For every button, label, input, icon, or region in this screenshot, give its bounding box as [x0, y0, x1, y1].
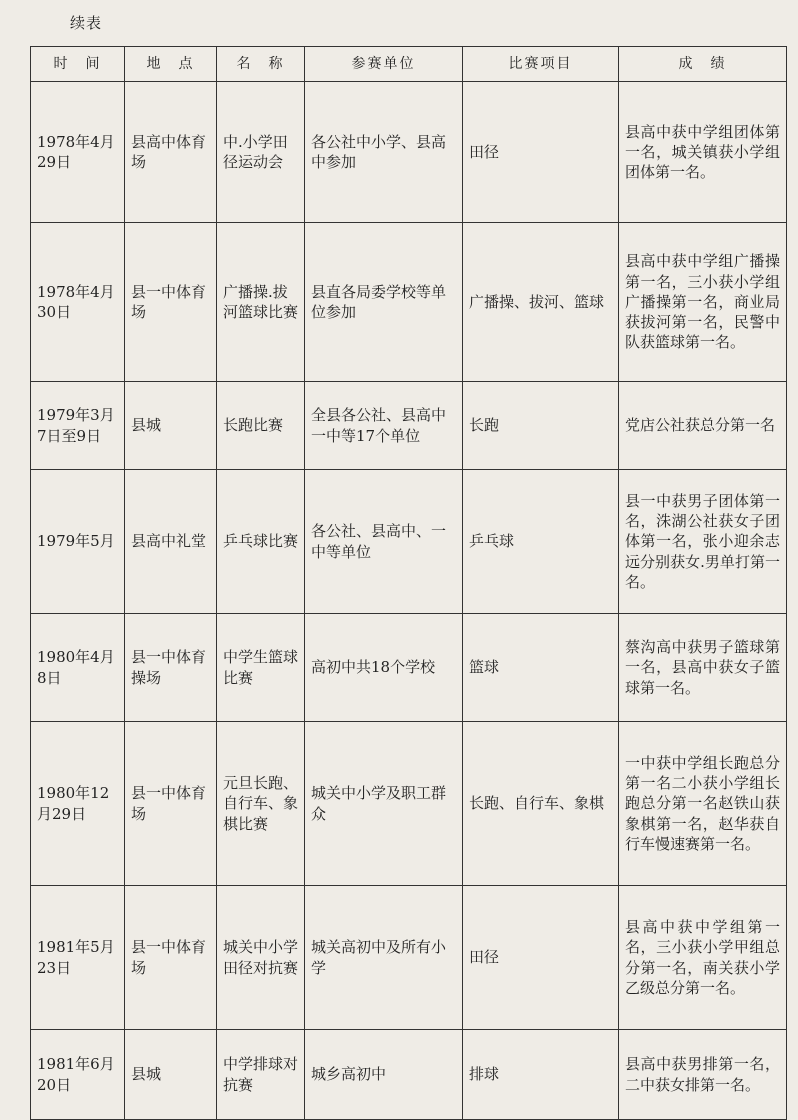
cell-units: 城关中小学及职工群众: [305, 722, 463, 886]
header-place: 地 点: [125, 47, 217, 82]
cell-result: 县高中获中学组广播操第一名，三小获小学组广播操第一名，商业局获拔河第一名，民警中队获篮球第一名。: [619, 223, 787, 382]
cell-event: 田径: [463, 886, 619, 1030]
table-row: [31, 223, 787, 382]
cell-units: 县直各局委学校等单位参加: [305, 223, 463, 382]
table-row: [31, 1030, 787, 1120]
cell-time: 1979年5月: [31, 470, 125, 614]
cell-units: 全县各公社、县高中一中等17个单位: [305, 382, 463, 470]
cell-time: 1979年3月7日至9日: [31, 382, 125, 470]
cell-name: 长跑比赛: [217, 382, 305, 470]
cell-name: 城关中小学田径对抗赛: [217, 886, 305, 1030]
cell-time: 1980年12月29日: [31, 722, 125, 886]
cell-result: 蔡沟高中获男子篮球第一名，县高中获女子篮球第一名。: [619, 614, 787, 722]
cell-place: 县一中体育场: [125, 886, 217, 1030]
cell-name: 中学排球对抗赛: [217, 1030, 305, 1120]
header-units: 参赛单位: [305, 47, 463, 82]
sports-events-table: [30, 46, 787, 1120]
header-result: 成 绩: [619, 47, 787, 82]
cell-event: 田径: [463, 82, 619, 223]
cell-units: 各公社中小学、县高中参加: [305, 82, 463, 223]
cell-time: 1978年4月30日: [31, 223, 125, 382]
table-row: [31, 382, 787, 470]
table-row: [31, 886, 787, 1030]
cell-event: 长跑: [463, 382, 619, 470]
cell-name: 广播操.拔河篮球比赛: [217, 223, 305, 382]
cell-units: 各公社、县高中、一中等单位: [305, 470, 463, 614]
cell-place: 县一中体育操场: [125, 614, 217, 722]
cell-name: 中.小学田径运动会: [217, 82, 305, 223]
table-row: [31, 470, 787, 614]
cell-result: 县一中获男子团体第一名，洙湖公社获女子团体第一名，张小迎余志远分别获女.男单打第一名。: [619, 470, 787, 614]
cell-time: 1980年4月8日: [31, 614, 125, 722]
cell-name: 中学生篮球比赛: [217, 614, 305, 722]
cell-place: 县城: [125, 382, 217, 470]
cell-time: 1981年5月23日: [31, 886, 125, 1030]
cell-name: 元旦长跑、自行车、象棋比赛: [217, 722, 305, 886]
cell-result: 一中获中学组长跑总分第一名二小获小学组长跑总分第一名赵铁山获象棋第一名，赵华获自行车慢速赛第一名。: [619, 722, 787, 886]
cell-result: 党店公社获总分第一名: [619, 382, 787, 470]
cell-event: 乒乓球: [463, 470, 619, 614]
table-row: [31, 722, 787, 886]
cell-place: 县一中体育场: [125, 223, 217, 382]
cell-result: 县高中获中学组第一名，三小获小学甲组总分第一名，南关获小学乙级总分第一名。: [619, 886, 787, 1030]
cell-event: 排球: [463, 1030, 619, 1120]
cell-result: 县高中获中学组团体第一名，城关镇获小学组团体第一名。: [619, 82, 787, 223]
table-header-row: [31, 47, 787, 82]
cell-name: 乒乓球比赛: [217, 470, 305, 614]
cell-place: 县高中体育场: [125, 82, 217, 223]
table-row: [31, 82, 787, 223]
cell-event: 广播操、拔河、篮球: [463, 223, 619, 382]
cell-place: 县高中礼堂: [125, 470, 217, 614]
cell-units: 城关高初中及所有小学: [305, 886, 463, 1030]
cell-place: 县一中体育场: [125, 722, 217, 886]
cell-time: 1981年6月20日: [31, 1030, 125, 1120]
cell-event: 长跑、自行车、象棋: [463, 722, 619, 886]
table-row: [31, 614, 787, 722]
header-name: 名 称: [217, 47, 305, 82]
cell-place: 县城: [125, 1030, 217, 1120]
header-time: 时 间: [31, 47, 125, 82]
cell-units: 高初中共18个学校: [305, 614, 463, 722]
cell-units: 城乡高初中: [305, 1030, 463, 1120]
table-continuation-caption: 续表: [70, 14, 103, 32]
cell-time: 1978年4月29日: [31, 82, 125, 223]
cell-result: 县高中获男排第一名，二中获女排第一名。: [619, 1030, 787, 1120]
cell-event: 篮球: [463, 614, 619, 722]
header-event: 比赛项目: [463, 47, 619, 82]
